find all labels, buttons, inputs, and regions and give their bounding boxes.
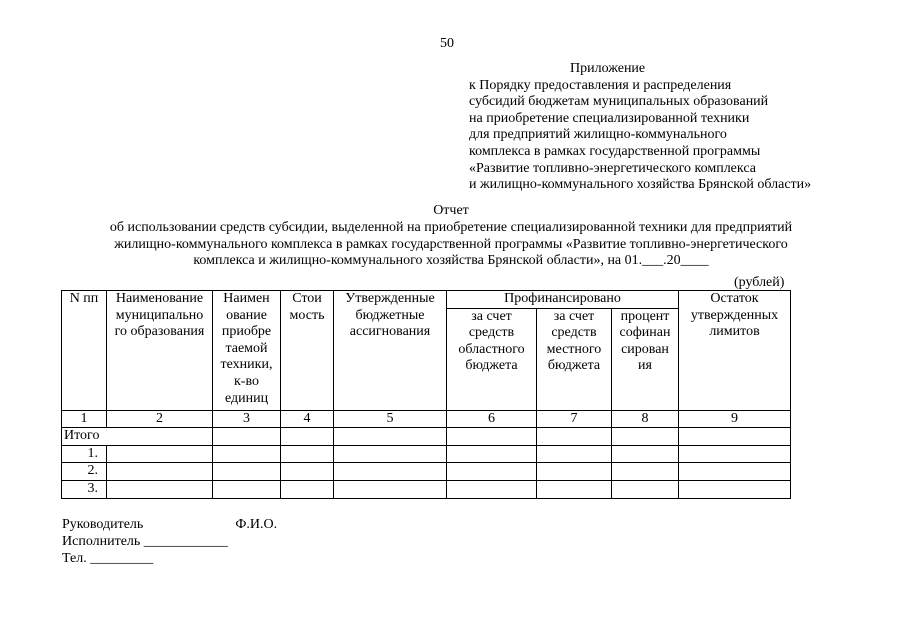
table-cell bbox=[537, 445, 612, 463]
column-number: 4 bbox=[281, 410, 334, 428]
table-row bbox=[62, 480, 791, 498]
table-cell bbox=[447, 463, 537, 481]
table-cell bbox=[334, 480, 447, 498]
table-cell bbox=[334, 428, 447, 446]
appendix-line: и жилищно-коммунального хозяйства Брянской области» bbox=[469, 177, 812, 193]
signature-block bbox=[62, 516, 277, 567]
header-col-cost: Стои мость bbox=[281, 291, 334, 411]
header-col-local: за счет средств местного бюджета bbox=[537, 308, 612, 410]
table-cell bbox=[213, 463, 281, 481]
table-cell bbox=[679, 445, 791, 463]
header-col-approved: Утвержденные бюджетные ассигнования bbox=[334, 291, 447, 411]
appendix-line: комплекса в рамках государственной программы bbox=[469, 143, 761, 159]
appendix-line: к Порядку предоставления и распределения bbox=[469, 77, 732, 93]
table-cell bbox=[281, 445, 334, 463]
table-cell bbox=[612, 480, 679, 498]
phone-line: Тел. _________ bbox=[62, 551, 154, 566]
row-label: Итого bbox=[62, 428, 213, 446]
appendix-line: на приобретение специализированной техники bbox=[469, 110, 750, 126]
appendix-line: субсидий бюджетам муниципальных образований bbox=[469, 94, 769, 110]
appendix-title: Приложение bbox=[570, 61, 646, 76]
table-cell bbox=[213, 480, 281, 498]
header-group-financed: Профинансировано bbox=[447, 291, 679, 309]
report-table bbox=[61, 290, 791, 499]
table-cell bbox=[281, 463, 334, 481]
table-cell bbox=[612, 428, 679, 446]
column-number: 8 bbox=[612, 410, 679, 428]
table-cell bbox=[334, 445, 447, 463]
table-cell bbox=[281, 480, 334, 498]
column-number: 2 bbox=[107, 410, 213, 428]
report-subtitle bbox=[0, 220, 902, 270]
table-cell bbox=[447, 428, 537, 446]
table-cell bbox=[447, 480, 537, 498]
appendix-block bbox=[469, 61, 811, 194]
executor-line: Исполнитель ____________ bbox=[62, 534, 228, 549]
column-number-row bbox=[62, 410, 791, 428]
fio-label: Ф.И.О. bbox=[235, 517, 278, 532]
units-label: (рублей) bbox=[734, 275, 785, 290]
table-cell bbox=[213, 428, 281, 446]
row-label: 1. bbox=[62, 445, 107, 463]
table-cell bbox=[612, 445, 679, 463]
head-line bbox=[62, 516, 277, 533]
column-number: 1 bbox=[62, 410, 107, 428]
table-cell bbox=[679, 463, 791, 481]
table-cell bbox=[334, 463, 447, 481]
column-number: 7 bbox=[537, 410, 612, 428]
table-cell bbox=[537, 480, 612, 498]
appendix-line: «Развитие топливно-энергетического комплекса bbox=[469, 160, 756, 176]
table-cell bbox=[107, 463, 213, 481]
report-subtitle-line: об использовании средств субсидии, выделенной на приобретение специализированной техники для предприятий bbox=[109, 220, 793, 235]
table-cell bbox=[679, 480, 791, 498]
column-number: 5 bbox=[334, 410, 447, 428]
report-subtitle-line: комплекса и жилищно-коммунального хозяйства Брянской области», на 01.___.20____ bbox=[193, 253, 709, 269]
table-cell bbox=[537, 428, 612, 446]
table-row bbox=[62, 445, 791, 463]
report-subtitle-line: жилищно-коммунального комплекса в рамках государственной программы «Развитие топливно-энергетического bbox=[114, 236, 788, 252]
header-col-equipment: Наимен ование приобре таемой техники, к-во единиц bbox=[213, 291, 281, 411]
table-cell bbox=[537, 463, 612, 481]
table-cell bbox=[107, 480, 213, 498]
report-title: Отчет bbox=[433, 203, 469, 218]
column-number: 3 bbox=[213, 410, 281, 428]
head-label: Руководитель bbox=[62, 517, 144, 532]
row-label: 3. bbox=[62, 480, 107, 498]
header-col-percent: процент софинан сирован ия bbox=[612, 308, 679, 410]
header-col-municipality: Наименование муниципально го образования bbox=[107, 291, 213, 411]
table-cell bbox=[281, 428, 334, 446]
header-col-remaining: Остаток утвержденных лимитов bbox=[679, 291, 791, 411]
header-col-regional: за счет средств областного бюджета bbox=[447, 308, 537, 410]
table-row-total bbox=[62, 428, 791, 446]
row-label: 2. bbox=[62, 463, 107, 481]
table-cell bbox=[679, 428, 791, 446]
table-row bbox=[62, 463, 791, 481]
column-number: 6 bbox=[447, 410, 537, 428]
column-number: 9 bbox=[679, 410, 791, 428]
table-cell bbox=[612, 463, 679, 481]
table-cell bbox=[447, 445, 537, 463]
header-col-number: N пп bbox=[62, 291, 107, 411]
table-cell bbox=[107, 445, 213, 463]
page-number: 50 bbox=[440, 36, 454, 51]
appendix-line: для предприятий жилищно-коммунального bbox=[469, 127, 727, 143]
table-cell bbox=[213, 445, 281, 463]
